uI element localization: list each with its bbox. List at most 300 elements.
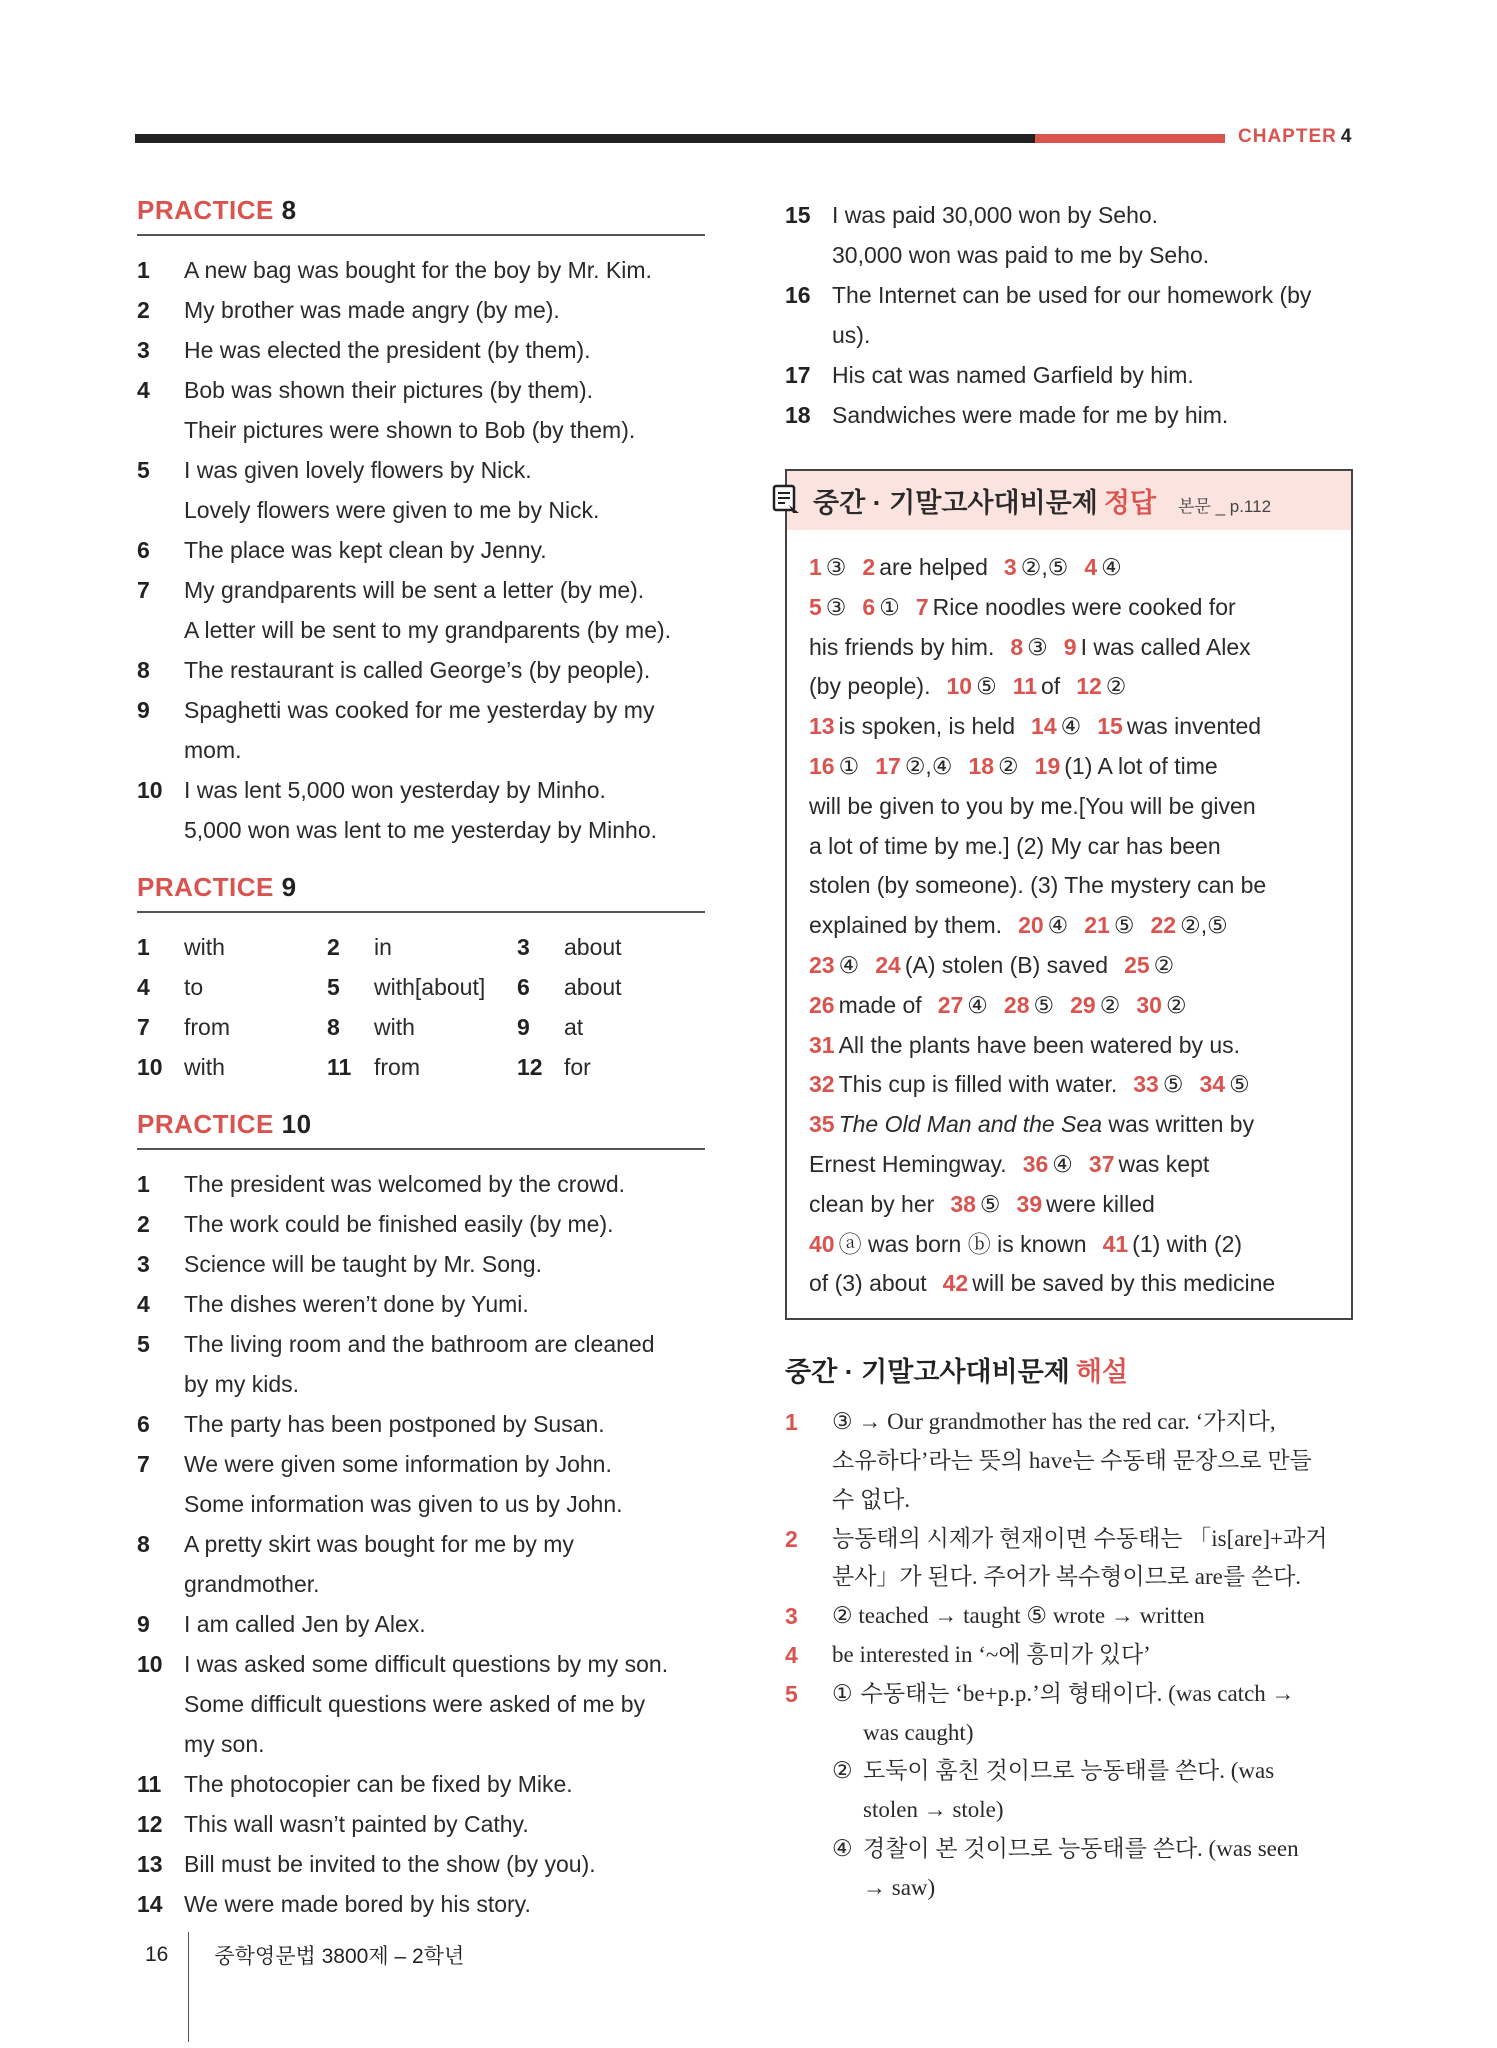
item-number: 11	[327, 1054, 352, 1080]
list-item	[785, 315, 1355, 355]
answer-text: ⑤	[1162, 1071, 1184, 1098]
item-number: 6	[137, 1411, 150, 1437]
item-text: Science will be taught by Mr. Song.	[184, 1251, 542, 1277]
choice-marker: ①	[832, 1680, 853, 1706]
item-text: Their pictures were shown to Bob (by them).	[184, 417, 636, 443]
answer-text: (1) A lot of time	[1064, 752, 1218, 779]
answer-number: 12	[1076, 673, 1102, 700]
answer-box-title: 중간 · 기말고사대비문제	[813, 488, 1098, 518]
answer-text: Ernest Hemingway.	[809, 1150, 1007, 1177]
answer-number: 34	[1199, 1071, 1226, 1098]
item-text: grandmother.	[184, 1571, 320, 1597]
explanation-item	[785, 1597, 1355, 1636]
item-number: 1	[137, 1171, 150, 1197]
explanation-line: was caught)	[863, 1719, 974, 1745]
item-number: 7	[137, 1451, 150, 1477]
item-number	[137, 1484, 184, 1524]
explanation-number: 5	[785, 1680, 798, 1707]
answer-box	[785, 469, 1353, 1320]
memo-icon	[771, 483, 803, 515]
item-text: The president was welcomed by the crowd.	[184, 1171, 626, 1197]
practice-9-grid	[137, 927, 705, 1087]
choice-marker: ②	[832, 1758, 853, 1784]
item-text: I am called Jen by Alex.	[184, 1611, 426, 1637]
grid-item	[327, 1007, 517, 1047]
answer-box-body	[787, 530, 1351, 1318]
answer-text: ③	[825, 554, 847, 580]
explanation-number	[785, 1558, 832, 1597]
answer-text: ④	[967, 991, 988, 1018]
explanation-continuation	[785, 1714, 1355, 1753]
item-text: about	[564, 934, 622, 960]
explanation-line: be interested in ‘~에 흥미가 있다’	[832, 1641, 1151, 1667]
answer-text: (A) stolen (B) saved	[904, 951, 1109, 978]
answer-text: explained by them.	[809, 912, 1003, 939]
item-text: The photocopier can be fixed by Mike.	[184, 1771, 573, 1797]
answer-text: ⑤	[1113, 912, 1135, 939]
answer-number: 25	[1124, 951, 1150, 978]
answer-text: The Old Man and the Sea	[838, 1111, 1102, 1138]
explanation-line: 능동태의 시제가 현재이면 수동태는 「is[are]+과거	[832, 1525, 1328, 1551]
item-number: 3	[517, 934, 530, 960]
grid-item	[327, 967, 517, 1007]
answer-line	[809, 628, 1327, 668]
item-number: 4	[137, 377, 150, 403]
list-item	[137, 1324, 705, 1364]
answer-text: was invented	[1126, 713, 1262, 740]
list-item	[137, 250, 705, 290]
answer-line	[809, 707, 1327, 747]
item-number: 10	[137, 777, 163, 803]
item-number: 7	[137, 1014, 150, 1040]
item-number	[137, 410, 184, 450]
practice-10-section	[137, 1109, 705, 1924]
item-text: The party has been postponed by Susan.	[184, 1411, 605, 1437]
item-text: with	[184, 934, 225, 960]
item-text: about	[564, 974, 622, 1000]
list-item	[137, 410, 705, 450]
item-number: 8	[137, 1531, 150, 1557]
explanation-line: 경찰이 본 것이므로 능동태를 쓴다. (was seen	[863, 1835, 1299, 1861]
list-item	[137, 1444, 705, 1484]
answer-number: 31	[809, 1031, 835, 1058]
answer-text: ③	[1027, 633, 1048, 660]
item-number: 6	[137, 537, 150, 563]
answer-text: ②	[1165, 991, 1187, 1018]
answer-text: ④	[1052, 1150, 1073, 1177]
answer-line	[809, 906, 1327, 946]
answer-number: 22	[1150, 912, 1177, 939]
item-text: This wall wasn’t painted by Cathy.	[184, 1811, 529, 1837]
list-item	[137, 1684, 705, 1724]
answer-text: ②,④	[904, 752, 953, 779]
answer-text: (by people).	[809, 673, 931, 700]
item-text: Sandwiches were made for me by him.	[832, 402, 1229, 428]
practice-10-list	[137, 1164, 705, 1924]
answer-number: 1	[809, 554, 822, 580]
list-item	[785, 235, 1355, 275]
item-number: 5	[137, 457, 150, 483]
answer-text: (1) with (2)	[1132, 1230, 1243, 1257]
answer-text: All the plants have been watered by us.	[838, 1031, 1241, 1058]
explanation-line: 분사」가 된다. 주어가 복수형이므로 are를 쓴다.	[832, 1564, 1302, 1590]
answer-number: 8	[1010, 633, 1024, 660]
item-number	[785, 235, 832, 275]
item-text: I was lent 5,000 won yesterday by Minho.	[184, 777, 606, 803]
answer-number: 21	[1084, 912, 1110, 939]
list-item	[137, 690, 705, 730]
item-number: 18	[785, 402, 811, 428]
answer-number: 37	[1088, 1150, 1115, 1177]
answer-line	[809, 787, 1327, 827]
answer-text: was written by	[1101, 1111, 1255, 1138]
grid-item	[137, 967, 327, 1007]
grid-item	[517, 1047, 707, 1087]
answer-number: 18	[968, 752, 995, 779]
item-text: at	[564, 1014, 584, 1040]
answer-text: ②	[1105, 673, 1127, 700]
answer-text: will be given to you by me.[You will be given	[809, 792, 1256, 819]
answer-number: 24	[875, 951, 901, 978]
answer-line	[809, 1026, 1327, 1066]
answer-text: ⑤	[976, 673, 997, 700]
answer-number: 30	[1136, 991, 1162, 1018]
item-text: Some difficult questions were asked of me by	[184, 1691, 646, 1717]
page-number: 16	[145, 1943, 169, 1966]
item-number: 9	[137, 697, 150, 723]
item-number: 2	[327, 934, 340, 960]
answer-number: 35	[809, 1111, 835, 1138]
grid-item	[137, 927, 327, 967]
item-text: with[about]	[374, 974, 486, 1000]
answer-text: ③	[825, 593, 847, 620]
practice-8-list	[137, 250, 705, 850]
item-text: My brother was made angry (by me).	[184, 297, 560, 323]
explanation-line: 도둑이 훔친 것이므로 능동태를 쓴다. (was	[863, 1758, 1275, 1784]
item-number: 3	[137, 337, 150, 363]
item-number: 5	[137, 1331, 150, 1357]
spacer	[832, 1714, 863, 1753]
grid-item	[327, 1047, 517, 1087]
item-text: The work could be finished easily (by me).	[184, 1211, 614, 1237]
answer-line	[809, 747, 1327, 787]
answer-text: were killed	[1046, 1190, 1155, 1217]
item-number: 9	[137, 1611, 150, 1637]
answer-text: ②,⑤	[1020, 554, 1069, 580]
item-text: from	[374, 1054, 420, 1080]
list-item	[137, 1844, 705, 1884]
item-number	[137, 1364, 184, 1404]
item-text: 30,000 won was paid to me by Seho.	[832, 242, 1210, 268]
list-item	[137, 490, 705, 530]
explanation-line: 수 없다.	[832, 1486, 911, 1512]
list-item	[137, 1164, 705, 1204]
list-item	[137, 1884, 705, 1924]
answer-number: 33	[1133, 1071, 1159, 1098]
item-number	[137, 810, 184, 850]
item-number: 7	[137, 577, 150, 603]
answer-box-title-accent: 정답	[1103, 488, 1156, 518]
answer-box-page-ref: 본문 _ p.112	[1178, 497, 1272, 516]
right-column	[785, 195, 1355, 1908]
answer-number: 42	[942, 1270, 969, 1297]
item-text: Lovely flowers were given to me by Nick.	[184, 497, 600, 523]
item-text: The place was kept clean by Jenny.	[184, 537, 547, 563]
answer-line	[809, 1225, 1327, 1265]
explanation-number: 3	[785, 1603, 798, 1630]
answer-line	[809, 1105, 1327, 1145]
header-rule-accent	[1035, 134, 1225, 143]
list-item	[137, 650, 705, 690]
answer-number: 9	[1063, 633, 1077, 660]
answer-number: 17	[875, 752, 901, 779]
list-item	[137, 1404, 705, 1444]
item-number	[137, 730, 184, 770]
answer-text: ①	[838, 752, 860, 779]
item-number	[137, 1724, 184, 1764]
explanation-item	[785, 1481, 1355, 1520]
list-item	[785, 395, 1355, 435]
item-text: The living room and the bathroom are cleaned	[184, 1331, 655, 1357]
answer-number: 15	[1097, 713, 1123, 740]
list-item	[137, 1364, 705, 1404]
left-column	[137, 195, 705, 1946]
item-text: The Internet can be used for our homework (by	[832, 282, 1312, 308]
answer-line	[809, 1264, 1327, 1304]
answer-text: ④	[1047, 912, 1069, 939]
item-text: with	[374, 1014, 415, 1040]
answer-number: 2	[862, 554, 876, 580]
explanation-item	[785, 1403, 1355, 1442]
item-number	[137, 490, 184, 530]
item-text: by my kids.	[184, 1371, 300, 1397]
spacer	[832, 1869, 863, 1908]
practice-10-heading: PRACTICE 10	[137, 1109, 705, 1150]
item-text: Bill must be invited to the show (by you).	[184, 1851, 596, 1877]
answer-text: his friends by him.	[809, 633, 995, 660]
item-number: 4	[137, 974, 150, 1000]
answer-text: was kept	[1118, 1150, 1210, 1177]
explanation-sub-item	[785, 1830, 1355, 1869]
answer-text: of	[1041, 673, 1061, 700]
answer-box-header	[787, 471, 1351, 530]
item-text: We were given some information by John.	[184, 1451, 612, 1477]
explanation-text	[832, 1675, 1295, 1714]
item-number: 5	[327, 974, 340, 1000]
explanation-line: ② teached → taught ⑤ wrote → written	[832, 1603, 1205, 1629]
answer-number: 4	[1084, 554, 1098, 580]
explanation-number: 2	[785, 1525, 798, 1552]
item-text: us).	[832, 322, 871, 348]
explanation-number	[785, 1442, 832, 1481]
item-text: 5,000 won was lent to me yesterday by Minho.	[184, 817, 658, 843]
answer-text: made of	[838, 991, 922, 1018]
answer-number: 26	[809, 991, 835, 1018]
answer-text: stolen (by someone). (3) The mystery can be	[809, 872, 1267, 899]
answer-number: 6	[862, 593, 876, 620]
list-item	[785, 355, 1355, 395]
answer-number: 5	[809, 593, 822, 620]
practice-9-section	[137, 872, 705, 1087]
item-text: A letter will be sent to my grandparents (by me).	[184, 617, 672, 643]
answer-number: 3	[1003, 554, 1017, 580]
item-number	[137, 1564, 184, 1604]
answer-text: ②	[1099, 991, 1121, 1018]
page-footer	[145, 1940, 464, 1970]
list-item	[137, 1804, 705, 1844]
answer-line	[809, 588, 1327, 628]
list-item	[137, 1524, 705, 1564]
answer-number: 16	[809, 752, 835, 779]
answer-number: 10	[946, 673, 973, 700]
list-item	[137, 330, 705, 370]
answer-number: 7	[915, 593, 929, 620]
item-number: 2	[137, 297, 150, 323]
list-item	[137, 770, 705, 810]
explanation-list	[785, 1403, 1355, 1907]
item-number: 10	[137, 1651, 163, 1677]
item-text: to	[184, 974, 204, 1000]
answer-number: 13	[809, 713, 835, 740]
answer-number: 38	[950, 1190, 976, 1217]
answer-text: ②	[1153, 951, 1175, 978]
answer-number: 32	[809, 1071, 835, 1098]
explanation-item	[785, 1558, 1355, 1597]
explanation-number	[785, 1481, 832, 1520]
answer-text: ⑤	[1033, 991, 1055, 1018]
chapter-label: CHAPTER 4	[1238, 126, 1353, 147]
item-number: 8	[327, 1014, 340, 1040]
explanation-line: 소유하다’라는 뜻의 have는 수동태 문장으로 만들	[832, 1447, 1312, 1473]
answer-text: I was called Alex	[1080, 633, 1251, 660]
item-number: 2	[137, 1211, 150, 1237]
explanation-sub-item	[785, 1752, 1355, 1791]
answer-line	[809, 866, 1327, 906]
item-text: I was given lovely flowers by Nick.	[184, 457, 532, 483]
grid-item	[137, 1047, 327, 1087]
item-number: 6	[517, 974, 530, 1000]
grid-item	[517, 927, 707, 967]
item-number: 12	[517, 1054, 543, 1080]
item-number: 17	[785, 362, 811, 388]
item-number: 11	[137, 1771, 162, 1797]
answer-line	[809, 548, 1327, 588]
answer-text: will be saved by this medicine	[972, 1270, 1276, 1297]
answer-line	[809, 1185, 1327, 1225]
item-number: 10	[137, 1054, 163, 1080]
answer-number: 11	[1012, 673, 1038, 700]
explanation-heading: 중간 · 기말고사대비문제 해설	[785, 1357, 1128, 1388]
practice-8-heading: PRACTICE 8	[137, 195, 705, 236]
list-item	[137, 1604, 705, 1644]
answer-line	[809, 946, 1327, 986]
answer-number: 28	[1003, 991, 1030, 1018]
answer-line	[809, 1065, 1327, 1105]
answer-text: ⓐ was born ⓑ is known	[838, 1230, 1087, 1257]
explanation-line: → saw)	[863, 1874, 936, 1900]
answer-number: 23	[809, 951, 835, 978]
answer-text: clean by her	[809, 1190, 935, 1217]
explanation-item	[785, 1442, 1355, 1481]
answer-number: 36	[1022, 1150, 1049, 1177]
item-text: I was asked some difficult questions by my son.	[184, 1651, 669, 1677]
item-text: in	[374, 934, 392, 960]
item-text: I was paid 30,000 won by Seho.	[832, 202, 1159, 228]
list-item	[137, 1644, 705, 1684]
item-number	[785, 315, 832, 355]
item-number: 15	[785, 202, 811, 228]
list-item	[137, 810, 705, 850]
list-item	[137, 290, 705, 330]
grid-item	[517, 1007, 707, 1047]
list-item	[137, 370, 705, 410]
list-item	[137, 730, 705, 770]
answer-text: ①	[879, 593, 900, 620]
answer-line	[809, 827, 1327, 867]
explanation-item	[785, 1636, 1355, 1675]
item-text: from	[184, 1014, 230, 1040]
explanation-item	[785, 1675, 1355, 1714]
explanation-line: stolen → stole)	[863, 1797, 1004, 1823]
explanation-continuation	[785, 1791, 1355, 1830]
practice-10-continued-list	[785, 195, 1355, 435]
practice-8-section	[137, 195, 705, 850]
item-text: Bob was shown their pictures (by them).	[184, 377, 594, 403]
answer-number: 20	[1018, 912, 1044, 939]
answer-text: ④	[838, 951, 860, 978]
answer-text: This cup is filled with water.	[838, 1071, 1118, 1098]
list-item	[137, 610, 705, 650]
item-number: 13	[137, 1851, 163, 1877]
list-item	[785, 195, 1355, 235]
item-number: 12	[137, 1811, 163, 1837]
item-text: A pretty skirt was bought for me by my	[184, 1531, 574, 1557]
item-number: 8	[137, 657, 150, 683]
item-text: Spaghetti was cooked for me yesterday by my	[184, 697, 655, 723]
answer-text: is spoken, is held	[838, 713, 1016, 740]
item-text: mom.	[184, 737, 242, 763]
item-number: 16	[785, 282, 811, 308]
explanation-line: 수동태는 ‘be+p.p.’의 형태이다. (was catch →	[860, 1680, 1295, 1706]
item-number: 1	[137, 934, 150, 960]
item-number: 9	[517, 1014, 530, 1040]
answer-line	[809, 986, 1327, 1026]
explanation-item	[785, 1520, 1355, 1559]
item-text: my son.	[184, 1731, 265, 1757]
item-text: He was elected the president (by them).	[184, 337, 591, 363]
explanation-number: 4	[785, 1641, 798, 1668]
explanation-number: 1	[785, 1409, 798, 1436]
answer-number: 41	[1102, 1230, 1129, 1257]
answer-text: are helped	[879, 554, 988, 580]
answer-line	[809, 1145, 1327, 1185]
grid-item	[327, 927, 517, 967]
answer-number: 40	[809, 1230, 835, 1257]
answer-number: 29	[1070, 991, 1096, 1018]
item-text: His cat was named Garfield by him.	[832, 362, 1194, 388]
list-item	[137, 570, 705, 610]
grid-item	[517, 967, 707, 1007]
answer-text: Rice noodles were cooked for	[932, 593, 1236, 620]
spacer	[832, 1791, 863, 1830]
list-item	[137, 1244, 705, 1284]
item-number	[137, 1684, 184, 1724]
list-item	[137, 1724, 705, 1764]
answer-number: 39	[1016, 1190, 1043, 1217]
list-item	[137, 450, 705, 490]
item-number: 3	[137, 1251, 150, 1277]
book-title: 중학영문법 3800제 – 2학년	[214, 1945, 465, 1968]
